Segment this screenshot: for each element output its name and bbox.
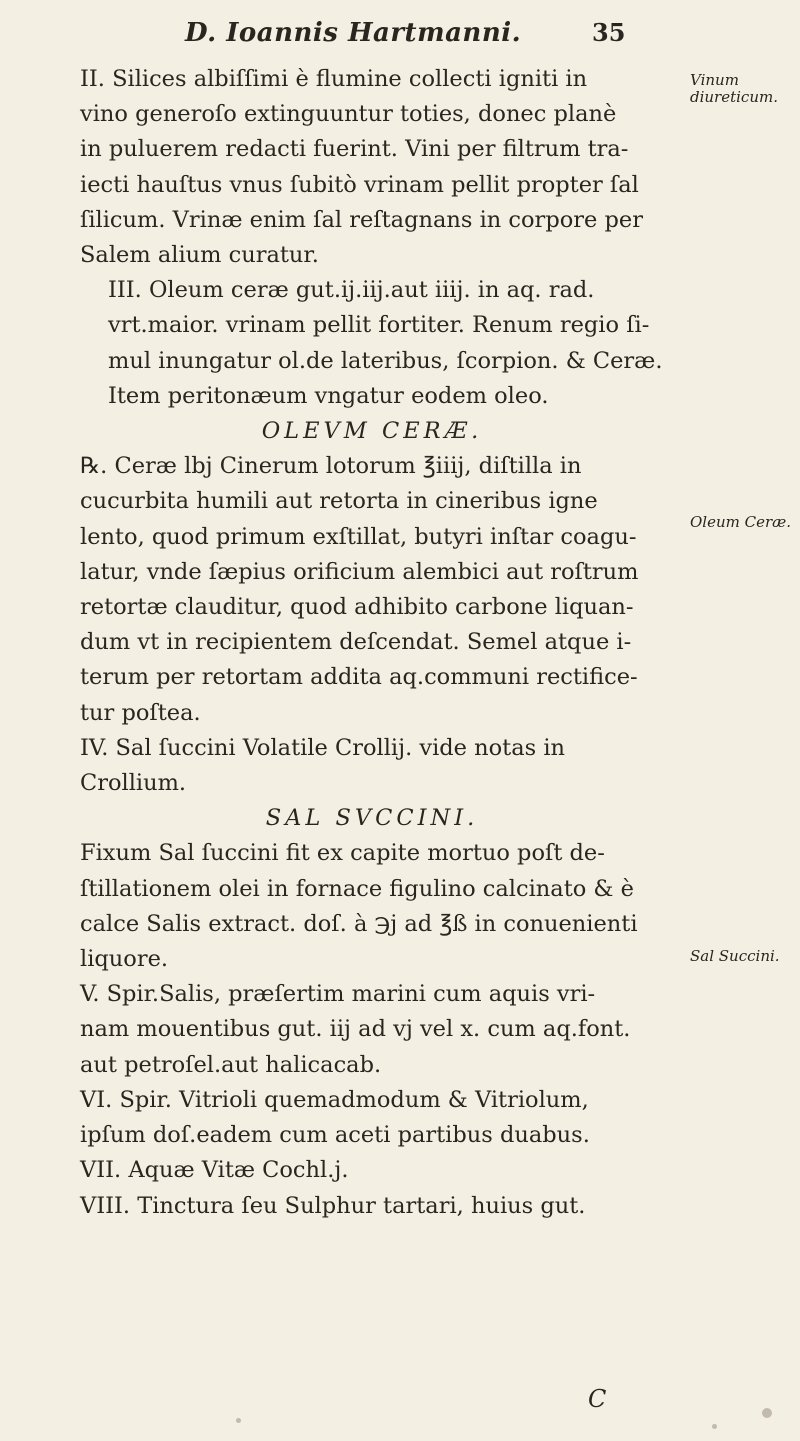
ink-speck: [712, 1424, 717, 1429]
page-number: 35: [592, 18, 626, 47]
text-line: V. Spir.Salis, præſertim marini cum aquis vri-: [80, 981, 596, 1008]
text-line: Item peritonæum vngatur eodem oleo.: [108, 382, 549, 409]
text-line: vino generoſo extinguuntur toties, donec planè: [80, 101, 617, 128]
ink-speck: [236, 1418, 241, 1423]
text-line: Crollium.: [80, 770, 187, 797]
paragraph-IV: [52, 731, 692, 801]
text-line: nam mouentibus gut. iij ad vj vel x. cum aq.font.: [80, 1016, 631, 1043]
text-line: latur, vnde ſæpius orificium alembici aut roſtrum: [80, 558, 639, 585]
margin-note-sal: Sal Succini.: [690, 947, 780, 965]
running-title: D. Ioannis Hartmanni.: [185, 18, 522, 48]
margin-note-vinum: Vinum diureticum.: [690, 71, 778, 106]
paragraph-VI: [52, 1083, 692, 1153]
text-line: tur poſtea.: [80, 699, 201, 726]
paragraph-III: [52, 273, 692, 414]
margin-note-oleum: Oleum Ceræ.: [690, 513, 792, 531]
text-line: calce Salis extract. doſ. à ℈j ad ℥ß in conuenienti: [80, 910, 638, 937]
text-line: III. Oleum ceræ gut.ij.iij.aut iiij. in aq. rad.: [108, 277, 595, 304]
catchword: C: [588, 1385, 607, 1413]
text-line: VII. Aquæ Vitæ Cochl.j.: [80, 1157, 349, 1184]
text-line: VI. Spir. Vitrioli quemadmodum & Vitriolum,: [80, 1086, 589, 1113]
text-line: ipſum doſ.eadem cum aceti partibus duabus.: [80, 1122, 590, 1149]
paragraph-VII: [52, 1153, 692, 1188]
text-line: terum per retortam addita aq.communi rectifice-: [80, 664, 638, 691]
text-line: ℞. Ceræ lbj Cinerum lotorum ℥iiij, diſtilla in: [80, 453, 582, 480]
text-line: mul inungatur ol.de lateribus, ſcorpion. & Ceræ.: [108, 347, 663, 374]
ink-speck: [762, 1408, 772, 1418]
text-line: dum vt in recipientem deſcendat. Semel atque i-: [80, 629, 632, 656]
paragraph-VIII: [52, 1189, 692, 1224]
text-line: retortæ clauditur, quod adhibito carbone liquan-: [80, 594, 634, 621]
running-header: [0, 14, 800, 54]
text-line: iecti hauſtus vnus ſubitò vrinam pellit propter ſal: [80, 171, 639, 198]
text-line: ſtillationem olei in fornace figulino calcinato & è: [80, 875, 634, 902]
text-line: vrt.maior. vrinam pellit fortiter. Renum regio ſi-: [108, 312, 650, 339]
paragraph-fixum: [52, 836, 692, 977]
section-heading-sal-succini: SAL SVCCINI.: [265, 805, 479, 832]
text-line: Salem alium curatur.: [80, 242, 319, 269]
text-line: VIII. Tinctura ſeu Sulphur tartari, huius gut.: [80, 1192, 586, 1219]
text-line: liquore.: [80, 946, 169, 973]
text-line: II. Silices albiſſimi è flumine collecti igniti in: [80, 66, 588, 92]
paragraph-II: [52, 62, 692, 273]
text-line: IV. Sal ſuccini Volatile Crollij. vide notas in: [80, 734, 566, 761]
text-line: lento, quod primum exſtillat, butyri inſtar coagu-: [80, 523, 637, 550]
section-heading-oleum-cerae: OLEVM CERÆ.: [261, 418, 483, 445]
main-text: [52, 62, 692, 1224]
text-line: ſilicum. Vrinæ enim ſal reſtagnans in corpore per: [80, 206, 643, 233]
paragraph-recipe: [52, 449, 692, 731]
text-line: cucurbita humili aut retorta in cineribus igne: [80, 488, 598, 515]
paragraph-V: [52, 977, 692, 1083]
text-line: aut petroſel.aut halicacab.: [80, 1051, 382, 1078]
text-line: in puluerem redacti fuerint. Vini per filtrum tra-: [80, 136, 629, 163]
text-line: Fixum Sal ſuccini fit ex capite mortuo poſt de-: [80, 840, 605, 867]
